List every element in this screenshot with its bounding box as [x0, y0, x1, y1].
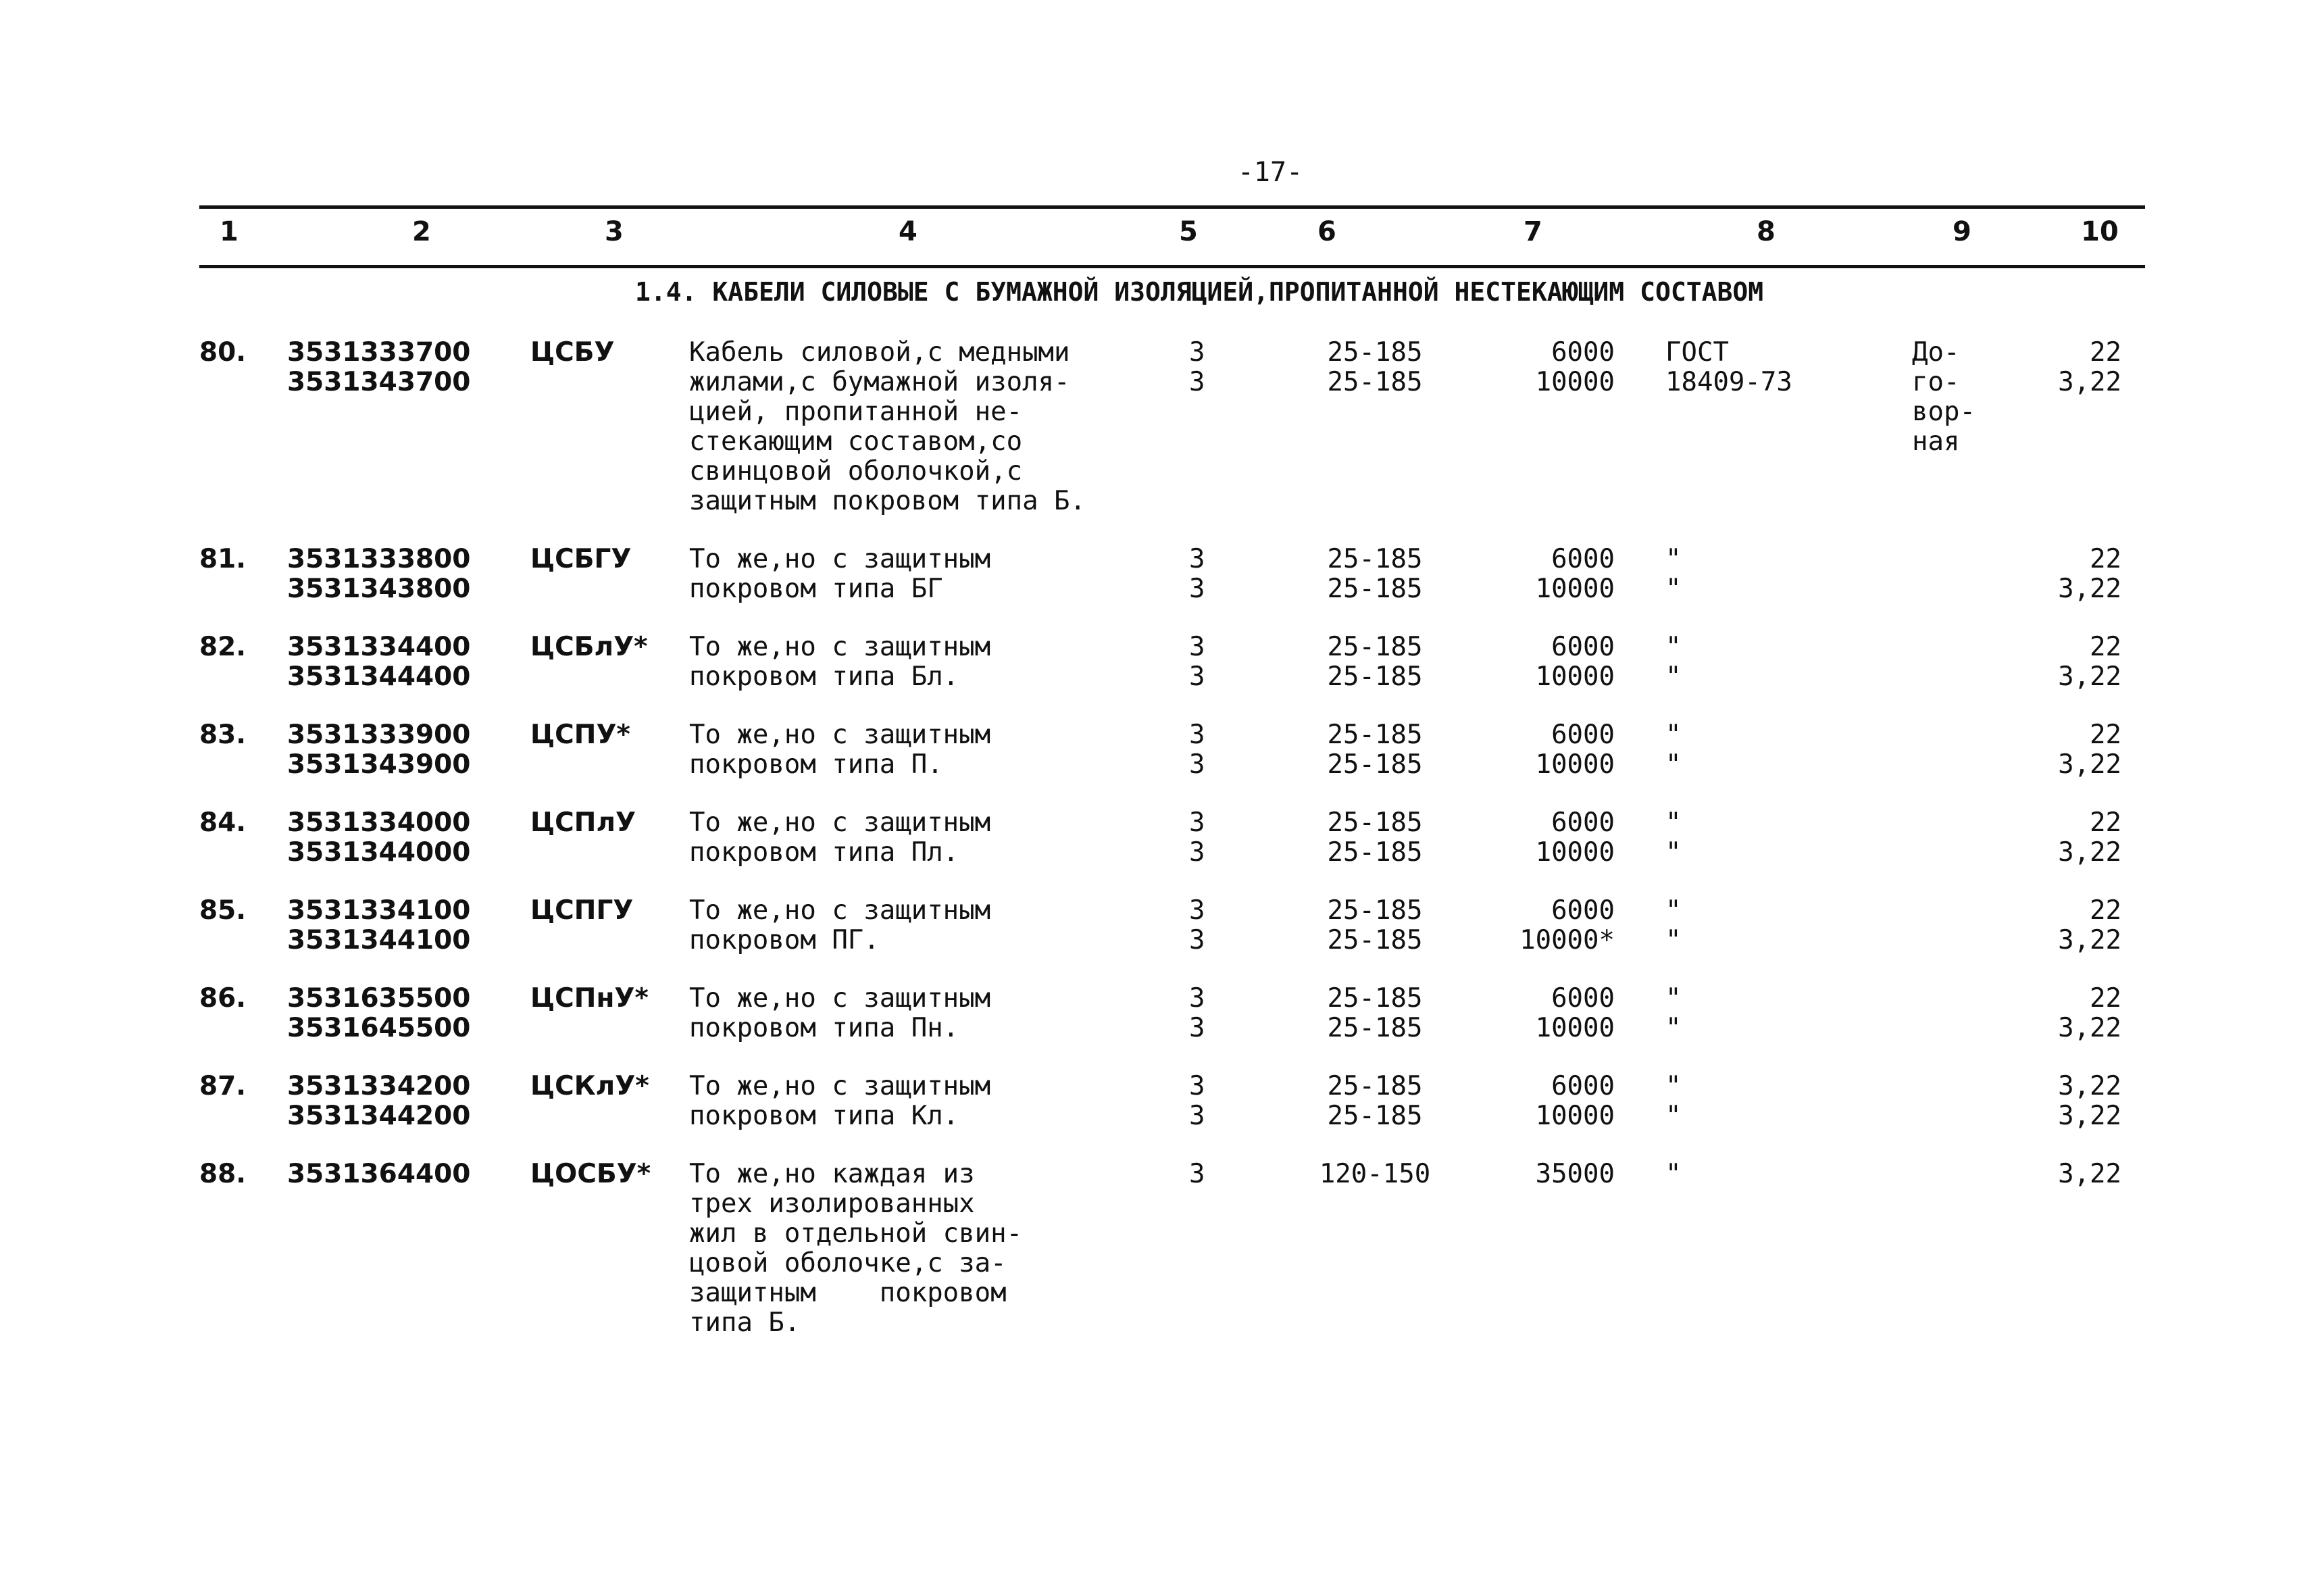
cell-description: То же,но с защитным покровом типа Пн. — [689, 983, 991, 1043]
cell-voltage: 6000 10000 — [1535, 337, 1615, 397]
cell-standard: " " — [1665, 544, 1682, 604]
cell-mark: ЦСБГУ — [530, 544, 632, 574]
cell-col10: 22 3,22 — [2058, 720, 2121, 780]
cell-col10: 22 3,22 — [2058, 337, 2121, 397]
cell-mark: ЦСПлУ — [530, 807, 636, 838]
cell-codes: 3531334400 3531344400 — [287, 632, 471, 692]
cell-section: 25-185 25-185 — [1327, 895, 1423, 955]
cell-cores: 3 3 — [1189, 983, 1205, 1043]
page-number: -17- — [1237, 157, 1303, 188]
cell-col10: 22 3,22 — [2058, 544, 2121, 604]
cell-col10: 22 3,22 — [2058, 983, 2121, 1043]
cell-standard: " " — [1665, 1071, 1682, 1131]
cell-section: 25-185 25-185 — [1327, 544, 1423, 604]
cell-price: До- го- вор- ная — [1912, 337, 1976, 457]
cell-section: 25-185 25-185 — [1327, 632, 1423, 692]
cell-standard: " " — [1665, 895, 1682, 955]
column-header-7: 7 — [1524, 216, 1542, 247]
cell-mark: ЦСКлУ* — [530, 1071, 649, 1101]
cell-num: 85. — [199, 895, 247, 926]
cell-standard: " " — [1665, 632, 1682, 692]
cell-description: То же,но с защитным покровом ПГ. — [689, 895, 991, 955]
cell-num: 82. — [199, 632, 247, 662]
header-bottom-rule — [199, 265, 2145, 268]
cell-cores: 3 3 — [1189, 720, 1205, 780]
cell-cores: 3 3 — [1189, 1071, 1205, 1131]
cell-standard: " " — [1665, 720, 1682, 780]
cell-cores: 3 3 — [1189, 544, 1205, 604]
cell-description: То же,но с защитным покровом типа БГ — [689, 544, 991, 604]
cell-section: 120-150 — [1319, 1159, 1431, 1189]
cell-voltage: 6000 10000 — [1535, 983, 1615, 1043]
cell-codes: 3531334100 3531344100 — [287, 895, 471, 955]
cell-mark: ЦСПГУ — [530, 895, 634, 926]
cell-codes: 3531635500 3531645500 — [287, 983, 471, 1043]
column-header-9: 9 — [1953, 216, 1971, 247]
header-top-rule — [199, 205, 2145, 209]
cell-section: 25-185 25-185 — [1327, 720, 1423, 780]
cell-description: Кабель силовой,с медными жилами,с бумажной изоля- цией, пропитанной не- стекающим составом,со свинцовой оболочкой,с защитным покровом типа Б. — [689, 337, 1086, 516]
cell-col10: 22 3,22 — [2058, 807, 2121, 868]
cell-num: 88. — [199, 1159, 247, 1189]
cell-voltage: 6000 10000 — [1535, 632, 1615, 692]
cell-num: 87. — [199, 1071, 247, 1101]
cell-num: 81. — [199, 544, 247, 574]
cell-cores: 3 3 — [1189, 807, 1205, 868]
column-header-3: 3 — [605, 216, 624, 247]
cell-standard: ГОСТ 18409-73 — [1665, 337, 1792, 397]
cell-cores: 3 3 — [1189, 632, 1205, 692]
cell-section: 25-185 25-185 — [1327, 337, 1423, 397]
cell-codes: 3531364400 — [287, 1159, 471, 1189]
cell-description: То же,но с защитным покровом типа Кл. — [689, 1071, 991, 1131]
column-header-5: 5 — [1179, 216, 1198, 247]
column-header-6: 6 — [1317, 216, 1336, 247]
cell-cores: 3 3 — [1189, 895, 1205, 955]
cell-standard: " " — [1665, 983, 1682, 1043]
cell-cores: 3 3 — [1189, 337, 1205, 397]
cell-voltage: 6000 10000 — [1535, 720, 1615, 780]
cell-standard: " " — [1665, 807, 1682, 868]
cell-mark: ЦСБлУ* — [530, 632, 648, 662]
column-header-10: 10 — [2081, 216, 2119, 247]
cell-voltage: 6000 10000 — [1535, 544, 1615, 604]
cell-standard: " — [1665, 1159, 1682, 1189]
column-header-4: 4 — [899, 216, 917, 247]
cell-mark: ЦОСБУ* — [530, 1159, 651, 1189]
cell-cores: 3 — [1189, 1159, 1205, 1189]
cell-voltage: 6000 10000* — [1519, 895, 1615, 955]
cell-col10: 22 3,22 — [2058, 632, 2121, 692]
cell-description: То же,но с защитным покровом типа Бл. — [689, 632, 991, 692]
cell-codes: 3531334000 3531344000 — [287, 807, 471, 868]
cell-codes: 3531333900 3531343900 — [287, 720, 471, 780]
section-title: 1.4. КАБЕЛИ СИЛОВЫЕ С БУМАЖНОЙ ИЗОЛЯЦИЕЙ,ПРОПИТАННОЙ НЕСТЕКАЮЩИМ СОСТАВОМ — [635, 277, 1764, 307]
cell-description: То же,но с защитным покровом типа Пл. — [689, 807, 991, 868]
cell-col10: 22 3,22 — [2058, 895, 2121, 955]
cell-num: 84. — [199, 807, 247, 838]
cell-num: 83. — [199, 720, 247, 750]
cell-section: 25-185 25-185 — [1327, 1071, 1423, 1131]
cell-col10: 3,22 — [2058, 1159, 2121, 1189]
cell-codes: 3531333800 3531343800 — [287, 544, 471, 604]
cell-mark: ЦСПУ* — [530, 720, 630, 750]
cell-section: 25-185 25-185 — [1327, 983, 1423, 1043]
cell-mark: ЦСПнУ* — [530, 983, 649, 1014]
column-header-8: 8 — [1757, 216, 1776, 247]
cell-col10: 3,22 3,22 — [2058, 1071, 2121, 1131]
cell-num: 86. — [199, 983, 247, 1014]
cell-mark: ЦСБУ — [530, 337, 615, 368]
cell-num: 80. — [199, 337, 247, 368]
column-header-2: 2 — [412, 216, 431, 247]
cell-description: То же,но каждая из трех изолированных жил в отдельной свин- цовой оболочке,с за- защитным покровом типа Б. — [689, 1159, 1023, 1338]
cell-description: То же,но с защитным покровом типа П. — [689, 720, 991, 780]
cell-voltage: 6000 10000 — [1535, 1071, 1615, 1131]
column-header-1: 1 — [220, 216, 238, 247]
cell-voltage: 35000 — [1535, 1159, 1615, 1189]
cell-codes: 3531334200 3531344200 — [287, 1071, 471, 1131]
cell-voltage: 6000 10000 — [1535, 807, 1615, 868]
cell-codes: 3531333700 3531343700 — [287, 337, 471, 397]
cell-section: 25-185 25-185 — [1327, 807, 1423, 868]
